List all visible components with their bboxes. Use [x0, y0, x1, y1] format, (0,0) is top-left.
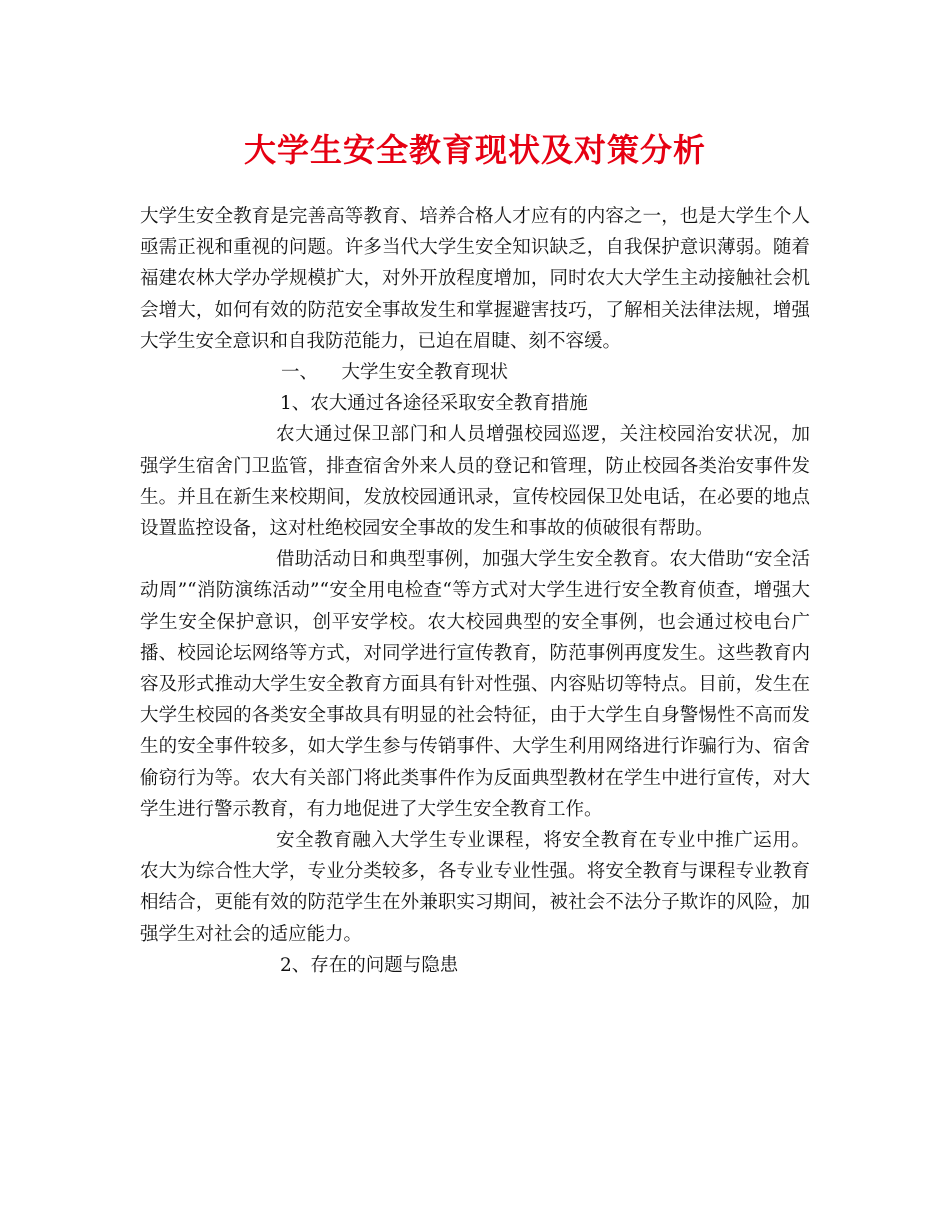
section-heading-1: 一、 大学生安全教育现状 — [281, 362, 509, 384]
document-title: 大学生安全教育现状及对策分析 — [243, 131, 706, 169]
intro-paragraph: 大学生安全教育是完善高等教育、培养合格人才应有的内容之一，也是大学生个人亟需正视和重视的问题。许多当代大学生安全知识缺乏，自我保护意识薄弱。随着福建农林大学办学规模扩大，对外开放程度增加，同时农大大学生主动接触社会机会增大，如何有效的防范安全事故发生和掌握避害技巧，了解相关法律法规，增强大学生安全意识和自我防范能力，已迫在眉睫、刻不容缓。 — [140, 206, 810, 352]
paragraph-activity-days: 借助活动日和典型事例，加强大学生安全教育。农大借助“安全活动周”“消防演练活动”“安全用电检查“等方式对大学生进行安全教育侦查，增强大学生安全保护意识，创平安学校。农大校园典型的安全事例，也会通过校电台广播、校园论坛网络等方式，对同学进行宣传教育，防范事例再度发生。这些教育内容及形式推动大学生安全教育方面具有针对性强、内容贴切等特点。目前，发生在大学生校园的各类安全事故具有明显的社会特征，由于大学生自身警惕性不高而发生的安全事件较多，如大学生参与传销事件、大学生利用网络进行诈骗行为、宿舍偷窃行为等。农大有关部门将此类事件作为反面典型教材在学生中进行宣传，对大学生进行警示教育，有力地促进了大学生安全教育工作。 — [140, 549, 810, 820]
paragraph-security-patrol: 农大通过保卫部门和人员增强校园巡逻，关注校园治安状况，加强学生宿舍门卫监管，排查宿舍外来人员的登记和管理，防止校园各类治安事件发生。并且在新生来校期间，发放校园通讯录，宣传校园保卫处电话，在必要的地点设置监控设备，这对杜绝校园安全事故的发生和事故的侦破很有帮助。 — [140, 424, 810, 540]
subsection-heading-2: 2、存在的问题与隐患 — [280, 954, 459, 976]
document-body — [140, 201, 810, 981]
subsection-heading-1: 1、农大通过各途径采取安全教育措施 — [280, 393, 588, 415]
paragraph-professional-courses: 安全教育融入大学生专业课程，将安全教育在专业中推广运用。农大为综合性大学，专业分类较多，各专业专业性强。将安全教育与课程专业教育相结合，更能有效的防范学生在外兼职实习期间，被社会不法分子欺诈的风险，加强学生对社会的适应能力。 — [140, 830, 810, 945]
